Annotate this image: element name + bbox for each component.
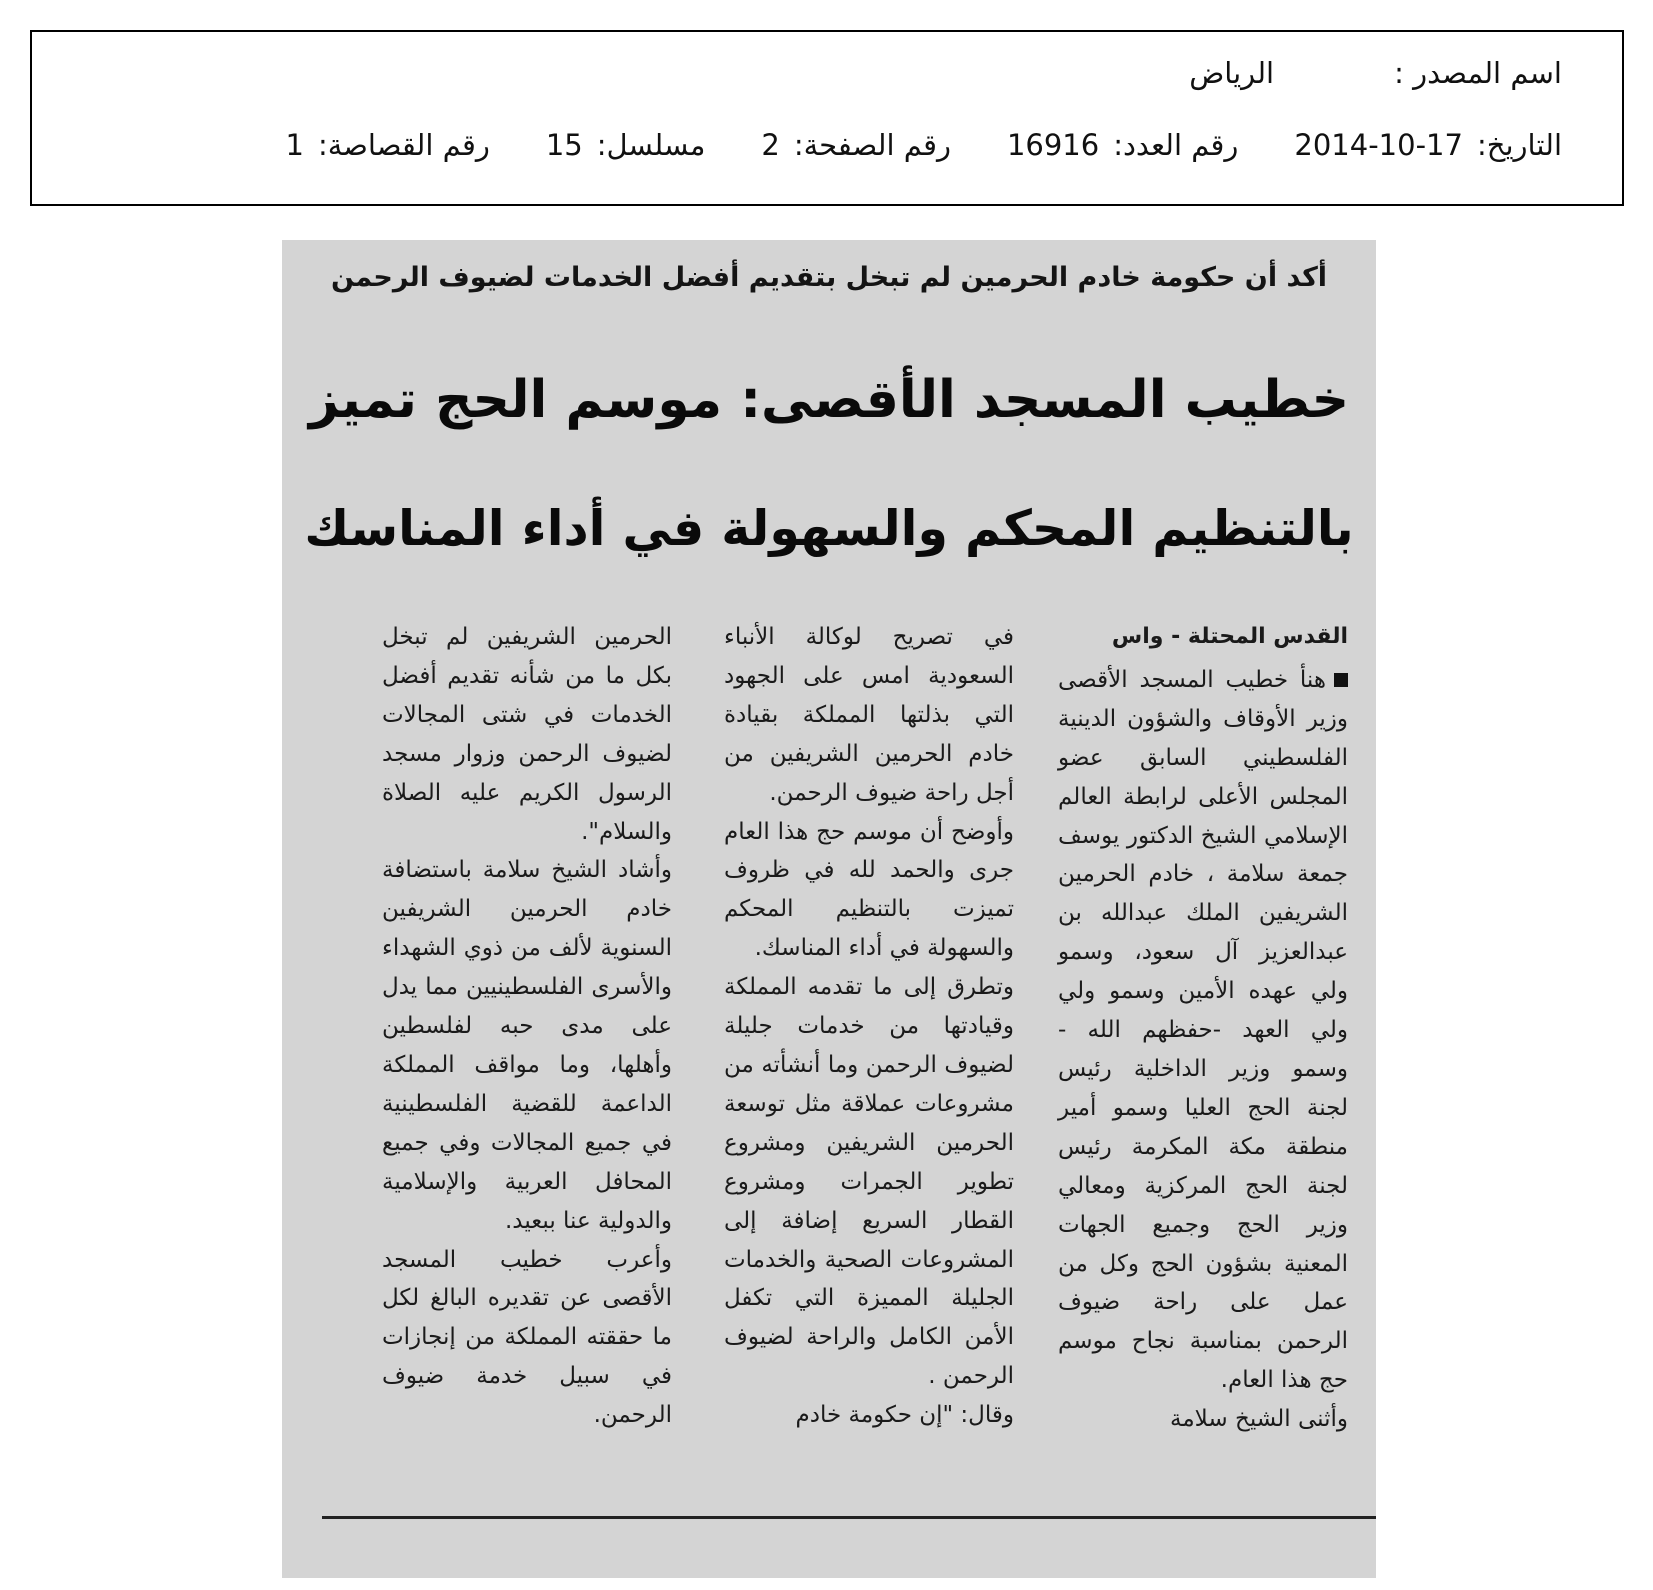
paragraph: وتطرق إلى ما تقدمه المملكة وقيادتها من خدمات جليلة لضيوف الرحمن وما أنشأته من مشروعات عملاقة مثل توسعة الحرمين الشريفين ومشروع تطوير الجمرات ومشروع القطار السريع إضافة إلى المشروعات الصحية والخدمات الجليلة المميزة التي تكفل الأمن الكامل والراحة لضيوف الرحمن . xyxy=(724,974,1014,1390)
paragraph: في تصريح لوكالة الأنباء السعودية امس على الجهود التي بذلتها المملكة بقيادة خادم الحرمين الشريفين من أجل راحة ضيوف الرحمن. xyxy=(724,624,1014,806)
headline-line-2: بالتنظيم المحكم والسهولة في أداء المناسك xyxy=(304,500,1354,557)
date-value: 2014-10-17 xyxy=(1294,128,1463,162)
paragraph: وأثنى الشيخ سلامة xyxy=(1170,1406,1348,1433)
article-column-3 xyxy=(382,618,672,1435)
paragraph: وأعرب خطيب المسجد الأقصى عن تقديره البالغ لكل ما حققته المملكة من إنجازات في سبيل خدمة ضيوف الرحمن. xyxy=(382,1246,672,1429)
paragraph: وأوضح أن موسم حج هذا العام جرى والحمد لله في ظروف تميزت بالتنظيم المحكم والسهولة في أداء المناسك. xyxy=(724,818,1014,962)
source-row xyxy=(1189,56,1562,90)
serial-value: 15 xyxy=(545,128,583,162)
source-label: اسم المصدر : xyxy=(1394,56,1562,90)
article-kicker: أكد أن حكومة خادم الحرمين لم تبخل بتقديم أفضل الخدمات لضيوف الرحمن xyxy=(330,262,1328,293)
clip-number-value: 1 xyxy=(285,128,304,162)
issue-value: 16916 xyxy=(1006,128,1100,162)
paragraph: وأشاد الشيخ سلامة باستضافة خادم الحرمين الشريفين السنوية لألف من ذوي الشهداء والأسرى الفلسطينيين مما يدل على مدى حبه لفلسطين وأهلها، وما مواقف المملكة الداعمة للقضية الفلسطينية في جميع المجالات وفي جميع المحافل العربية والإسلامية والدولية عنا ببعيد. xyxy=(382,857,672,1234)
source-value: الرياض xyxy=(1189,56,1275,90)
article-column-2 xyxy=(724,618,1014,1435)
issue-label: رقم العدد: xyxy=(1113,128,1239,162)
serial-label: مسلسل: xyxy=(596,128,706,162)
page-value: 2 xyxy=(761,128,780,162)
newspaper-clipping xyxy=(282,240,1376,1578)
paragraph: الحرمين الشريفين لم تبخل بكل ما من شأنه تقديم أفضل الخدمات في شتى المجالات لضيوف الرحمن وزوار مسجد الرسول الكريم عليه الصلاة والسلام". xyxy=(382,624,672,845)
dateline: القدس المحتلة - واس xyxy=(1111,624,1348,649)
clip-number-label: رقم القصاصة: xyxy=(317,128,490,162)
date-label: التاريخ: xyxy=(1476,128,1562,162)
headline-line-1: خطيب المسجد الأقصى: موسم الحج تميز xyxy=(308,370,1350,430)
paragraph: وقال: "إن حكومة خادم xyxy=(795,1402,1014,1429)
page-label: رقم الصفحة: xyxy=(793,128,951,162)
paragraph: هنأ خطيب المسجد الأقصى وزير الأوقاف والشؤون الدينية الفلسطيني السابق عضو المجلس الأعلى لرابطة العالم الإسلامي الشيخ الدكتور يوسف جمعة سلامة ، خادم الحرمين الشريفين الملك عبدالله بن عبدالعزيز آل سعود، وسمو ولي عهده الأمين وسمو ولي ولي العهد -حفظهم الله - وسمو وزير الداخلية رئيس لجنة الحج العليا وسمو أمير منطقة مكة المكرمة رئيس لجنة الحج المركزية ومعالي وزير الحج وجميع الجهات المعنية بشؤون الحج وكل من عمل على راحة ضيوف الرحمن بمناسبة نجاح موسم حج هذا العام. xyxy=(1058,666,1348,1394)
article-column-1 xyxy=(1058,618,1348,1439)
clipping-metadata-box xyxy=(30,30,1624,206)
square-bullet-icon xyxy=(1334,673,1348,687)
bottom-rule xyxy=(322,1516,1376,1519)
details-row xyxy=(286,128,1563,162)
